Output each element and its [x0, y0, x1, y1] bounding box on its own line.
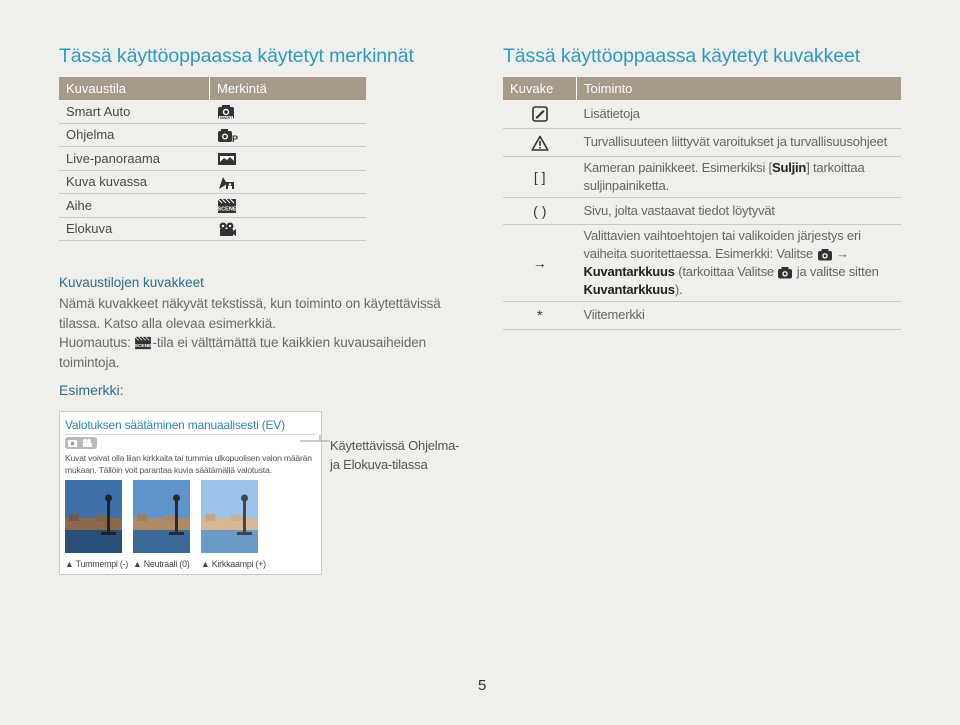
- triangle-icon: ▲: [133, 559, 142, 569]
- example-photo-neutral: [133, 480, 190, 553]
- asterisk-symbol: *: [503, 302, 577, 330]
- arrow-icon: →: [835, 246, 849, 261]
- caption-darker: ▲ Tummempi (-): [65, 559, 129, 569]
- scene-icon: [134, 336, 152, 350]
- triangle-icon: ▲: [65, 559, 74, 569]
- function-text: Turvallisuuteen liittyvät varoitukset ja turvallisuusohjeet: [577, 128, 902, 156]
- mode-name: Aihe: [59, 194, 210, 218]
- table-header-icon: Kuvake: [503, 77, 577, 100]
- program-movie-mode-icons: [65, 437, 97, 449]
- table-row: [503, 197, 901, 225]
- table-row: [59, 194, 366, 218]
- example-photo-darker: [65, 480, 122, 553]
- movie-icon: [217, 221, 237, 237]
- svg-text:SCENE: SCENE: [216, 206, 237, 213]
- arrow-symbol: →: [503, 225, 577, 302]
- mode-name: Ohjelma: [59, 123, 210, 147]
- warning-icon: [531, 135, 549, 151]
- example-photo-brighter: [201, 480, 258, 553]
- example-label: Esimerkki:: [59, 382, 124, 398]
- divider: [65, 434, 316, 435]
- mode-name: Smart Auto: [59, 100, 210, 123]
- page-number: 5: [478, 677, 487, 694]
- table-header-symbol: Merkintä: [210, 77, 367, 100]
- camera-icon: [777, 266, 793, 279]
- table-row: [59, 123, 366, 147]
- caption-neutral: ▲ Neutraali (0): [133, 559, 190, 569]
- example-box: [59, 411, 322, 575]
- table-row: [59, 100, 366, 123]
- callout-text: Käytettävissä Ohjelma- ja Elokuva-tilassa: [330, 438, 460, 472]
- caption-brighter: ▲ Kirkkaampi (+): [201, 559, 266, 569]
- function-text: Kameran painikkeet. Esimerkiksi [Suljin] tarkoittaa suljinpainiketta.: [577, 156, 902, 197]
- picture-in-picture-icon: [217, 174, 235, 190]
- table-row: [59, 147, 366, 171]
- table-header-function: Toiminto: [577, 77, 902, 100]
- note-icon: [532, 106, 548, 122]
- function-text: Viitemerkki: [577, 302, 902, 330]
- right-heading: Tässä käyttöoppaassa käytetyt kuvakkeet: [503, 45, 861, 67]
- svg-text:SCENE: SCENE: [135, 344, 152, 350]
- table-row: [503, 156, 901, 197]
- table-row: [503, 225, 901, 302]
- camera-icon: [817, 248, 833, 261]
- program-mode-icon: [217, 127, 239, 143]
- table-row: [59, 170, 366, 194]
- function-text: Sivu, jolta vastaavat tiedot löytyvät: [577, 197, 902, 225]
- scene-icon: [217, 198, 237, 214]
- svg-text:P: P: [231, 134, 238, 144]
- mode-name: Elokuva: [59, 217, 210, 241]
- table-row: [503, 128, 901, 156]
- table-row: [59, 217, 366, 241]
- mode-name: Live-panoraama: [59, 147, 210, 171]
- svg-text:SMART: SMART: [219, 115, 232, 120]
- parenthesis-symbol: ( ): [503, 197, 577, 225]
- mode-symbol-table: [59, 77, 366, 241]
- table-header-mode: Kuvaustila: [59, 77, 210, 100]
- triangle-icon: ▲: [201, 559, 210, 569]
- function-text: Valittavien vaihtoehtojen tai valikoiden järjestys eri vaiheita suoritettaessa. Esimerkki: Valitse → Kuvantarkkuus (tarkoittaa Valitse ja valitse sitten Kuvantarkkuus).: [577, 225, 902, 302]
- section-title: Kuvaustilojen kuvakkeet: [59, 275, 204, 290]
- function-text: Lisätietoja: [577, 100, 902, 128]
- icon-table: [503, 77, 901, 330]
- mode-name: Kuva kuvassa: [59, 170, 210, 194]
- section-text-intro: Nämä kuvakkeet näkyvät tekstissä, kun toiminto on käytettävissä tilassa. Katso alla olevaa esimerkkiä.: [59, 296, 441, 331]
- table-row: [503, 100, 901, 128]
- smart-auto-icon: [217, 104, 235, 120]
- bracket-symbol: [ ]: [503, 156, 577, 197]
- table-row: [503, 302, 901, 330]
- callout-line: [300, 435, 332, 471]
- left-heading: Tässä käyttöoppaassa käytetyt merkinnät: [59, 45, 414, 67]
- section-text-note-prefix: Huomautus:: [59, 335, 135, 350]
- section-text: [59, 294, 469, 372]
- example-text: Kuvat voivat olla liian kirkkaita tai tummia ulkopuolisen valon määrän mukaan. Tällöin voit parantaa kuvia säätämällä valotusta.: [65, 453, 312, 475]
- example-title: Valotuksen säätäminen manuaalisesti (EV): [65, 418, 285, 432]
- section-text-note: -tila ei välttämättä tue kaikkien kuvausaiheiden toimintoja.: [59, 335, 427, 370]
- live-panorama-icon: [217, 151, 237, 167]
